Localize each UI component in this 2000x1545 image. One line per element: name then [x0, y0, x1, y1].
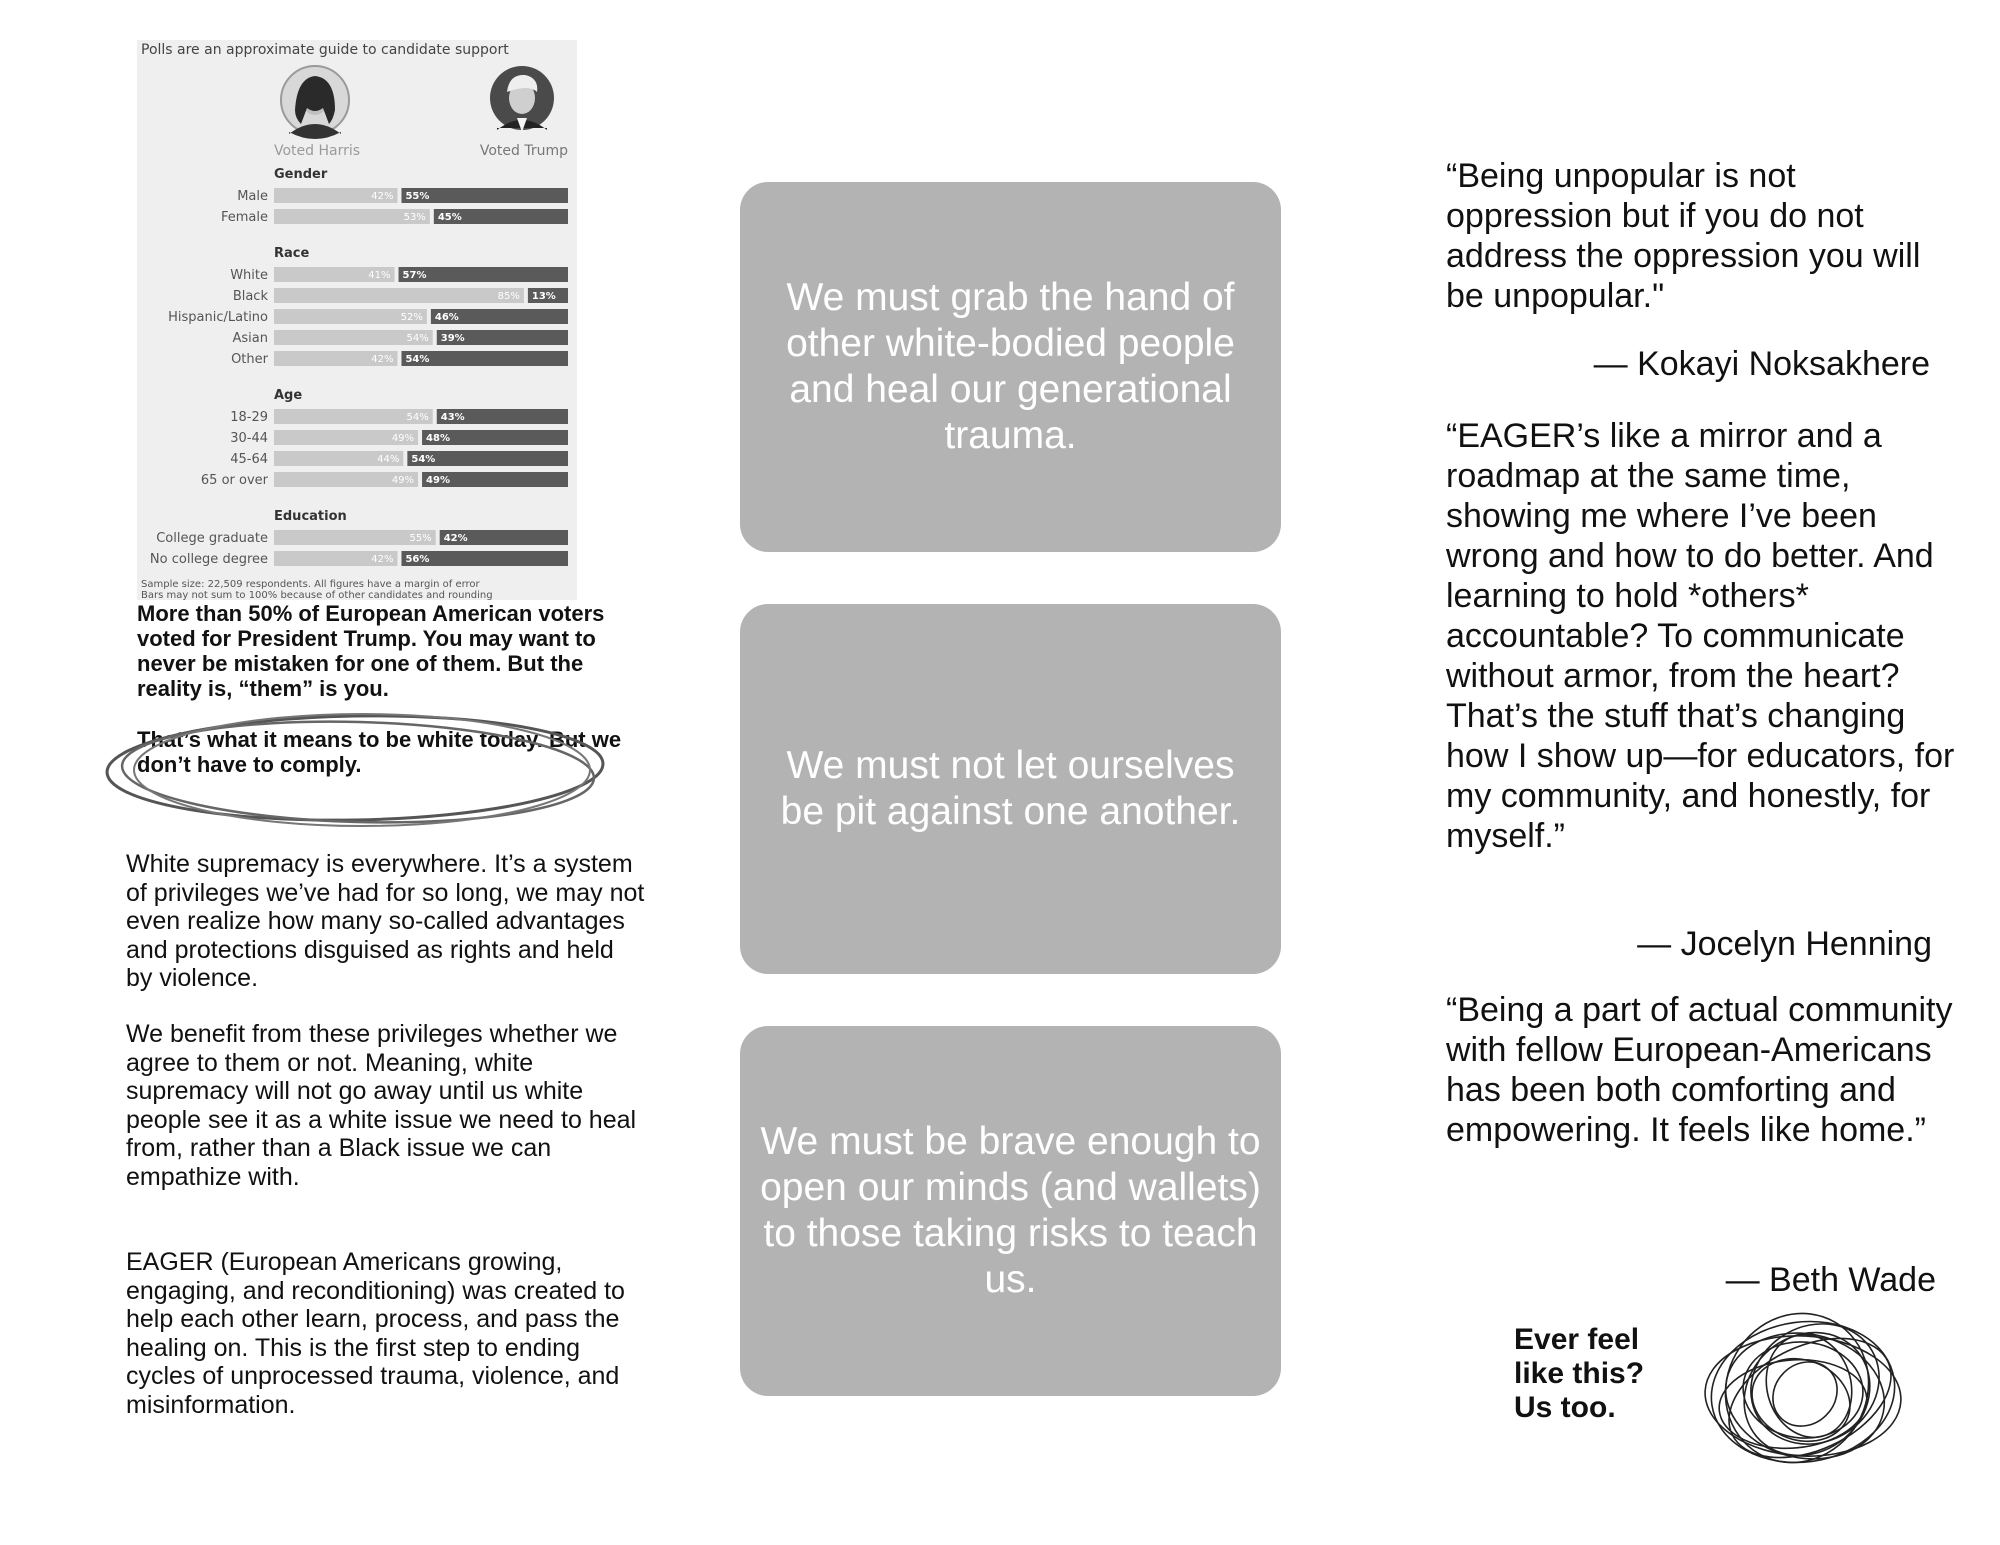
poll-value-trump: 55% — [405, 191, 430, 202]
quote-text: “Being a part of actual community with fellow European-Americans has been both comforting and empowering. It feels like home.” — [1446, 991, 1953, 1149]
statement-card-heal — [740, 182, 1281, 552]
statement-card-text: We must not let ourselves be pit against one another. — [780, 744, 1241, 833]
statement-card-unity — [740, 604, 1281, 974]
poll-value-trump: 56% — [405, 554, 430, 565]
poll-footnote-1: Sample size: 22,509 respondents. All figures have a margin of error — [141, 579, 480, 590]
scribble-icon — [1685, 1300, 1915, 1490]
poll-value-harris: 55% — [409, 533, 432, 544]
poll-value-harris: 49% — [391, 475, 415, 486]
poll-rows — [150, 167, 568, 567]
poll-value-harris: 42% — [371, 354, 394, 365]
body-paragraph-benefit: We benefit from these privileges whether we agree to them or not. Meaning, white supremacy will not go away until us white people see it as a white issue we need to heal from, rather than a Black issue we can empathize with. — [126, 1020, 637, 1191]
body-paragraph-privileges: White supremacy is everywhere. It’s a system of privileges we’ve had for so long, we may not even realize how many so-called advantages and protections disguised as rights and held by violence. — [126, 850, 645, 992]
poll-value-trump: 43% — [440, 412, 465, 423]
poll-value-trump: 45% — [437, 212, 462, 223]
tagline: Ever feel like this? Us too. — [1514, 1323, 1645, 1424]
statement-card-text: We must grab the hand of other white-bodied people and heal our generational trauma. — [786, 276, 1235, 457]
poll-group-heading: Gender — [274, 167, 328, 182]
poll-row-label: Female — [220, 210, 268, 225]
quote-text: “Being unpopular is not oppression but if you do not address the oppression you will be unpopular." — [1446, 157, 1921, 315]
poll-value-trump: 57% — [402, 270, 427, 281]
body-paragraph-eager: EAGER (European Americans growing, engaging, and reconditioning) was created to help each other learn, process, and pass the healing on. This is the first step to ending cycles of unprocessed trauma, violence, and misinformation. — [126, 1248, 625, 1419]
lead-callout: That’s what it means to be white today. But we don’t have to comply. — [137, 727, 622, 777]
poll-row-label: White — [230, 268, 268, 283]
quote-text: “EAGER’s like a mirror and a roadmap at the same time, showing me where I’ve been wrong and how to do better. And learning to hold *others* accountable? To communicate without armor, from the heart? That’s the stuff that’s changing how I show up—for educators, for my community, and honestly, for myself.” — [1446, 417, 1955, 855]
quote-author: — Kokayi Noksakhere — [1593, 345, 1930, 383]
poll-value-harris: 52% — [400, 312, 423, 323]
poll-row-label: Black — [232, 289, 268, 304]
poll-chart — [137, 40, 577, 600]
quote-author: — Jocelyn Henning — [1637, 925, 1932, 963]
poll-row-label: Hispanic/Latino — [168, 310, 268, 325]
poll-value-trump: 48% — [426, 433, 450, 444]
poll-title: Polls are an approximate guide to candidate support — [141, 42, 509, 58]
poll-group-heading: Education — [274, 509, 347, 524]
poll-value-harris: 49% — [391, 433, 415, 444]
label-voted-trump: Voted Trump — [479, 143, 568, 159]
poll-footnote-2: Bars may not sum to 100% because of other candidates and rounding — [141, 590, 493, 600]
poll-value-trump: 49% — [426, 475, 450, 486]
poll-value-harris: 42% — [371, 554, 394, 565]
quote-author: — Beth Wade — [1725, 1261, 1936, 1299]
poll-bar-harris — [274, 288, 524, 303]
poll-value-trump: 46% — [434, 312, 459, 323]
poll-group-heading: Race — [274, 246, 310, 261]
poll-row-label: Other — [231, 352, 268, 367]
poll-group-heading: Age — [274, 388, 303, 403]
poll-value-harris: 54% — [406, 333, 429, 344]
poll-value-harris: 85% — [497, 291, 520, 302]
poll-row-label: Male — [237, 189, 268, 204]
poll-row-label: Asian — [232, 331, 268, 346]
label-voted-harris: Voted Harris — [274, 143, 361, 159]
poll-row-label: 45-64 — [230, 452, 268, 467]
hand-drawn-circle-icon — [100, 702, 610, 832]
poll-value-harris: 54% — [406, 412, 429, 423]
poll-chart-svg — [137, 40, 577, 600]
poll-value-trump: 54% — [405, 354, 430, 365]
poll-value-trump: 54% — [411, 454, 436, 465]
poll-value-harris: 42% — [371, 191, 394, 202]
trump-portrait — [490, 66, 554, 132]
statement-card-brave — [740, 1026, 1281, 1396]
poll-row-label: No college degree — [149, 552, 268, 567]
statement-card-text: We must be brave enough to open our minds (and wallets) to those taking risks to teach us. — [760, 1120, 1261, 1301]
poll-value-trump: 42% — [443, 533, 468, 544]
poll-value-trump: 13% — [531, 291, 556, 302]
harris-portrait — [281, 66, 349, 139]
poll-value-harris: 41% — [368, 270, 391, 281]
lead-statement: More than 50% of European American voters voted for President Trump. You may want to never be mistaken for one of them. But the reality is, “them” is you. — [137, 601, 605, 701]
poll-row-label: 18-29 — [230, 410, 268, 425]
poll-row-label: 30-44 — [230, 431, 268, 446]
poll-row-label: 65 or over — [200, 473, 268, 488]
poll-row-label: College graduate — [156, 531, 268, 546]
poll-value-trump: 39% — [440, 333, 465, 344]
poll-value-harris: 53% — [403, 212, 426, 223]
poll-value-harris: 44% — [377, 454, 400, 465]
